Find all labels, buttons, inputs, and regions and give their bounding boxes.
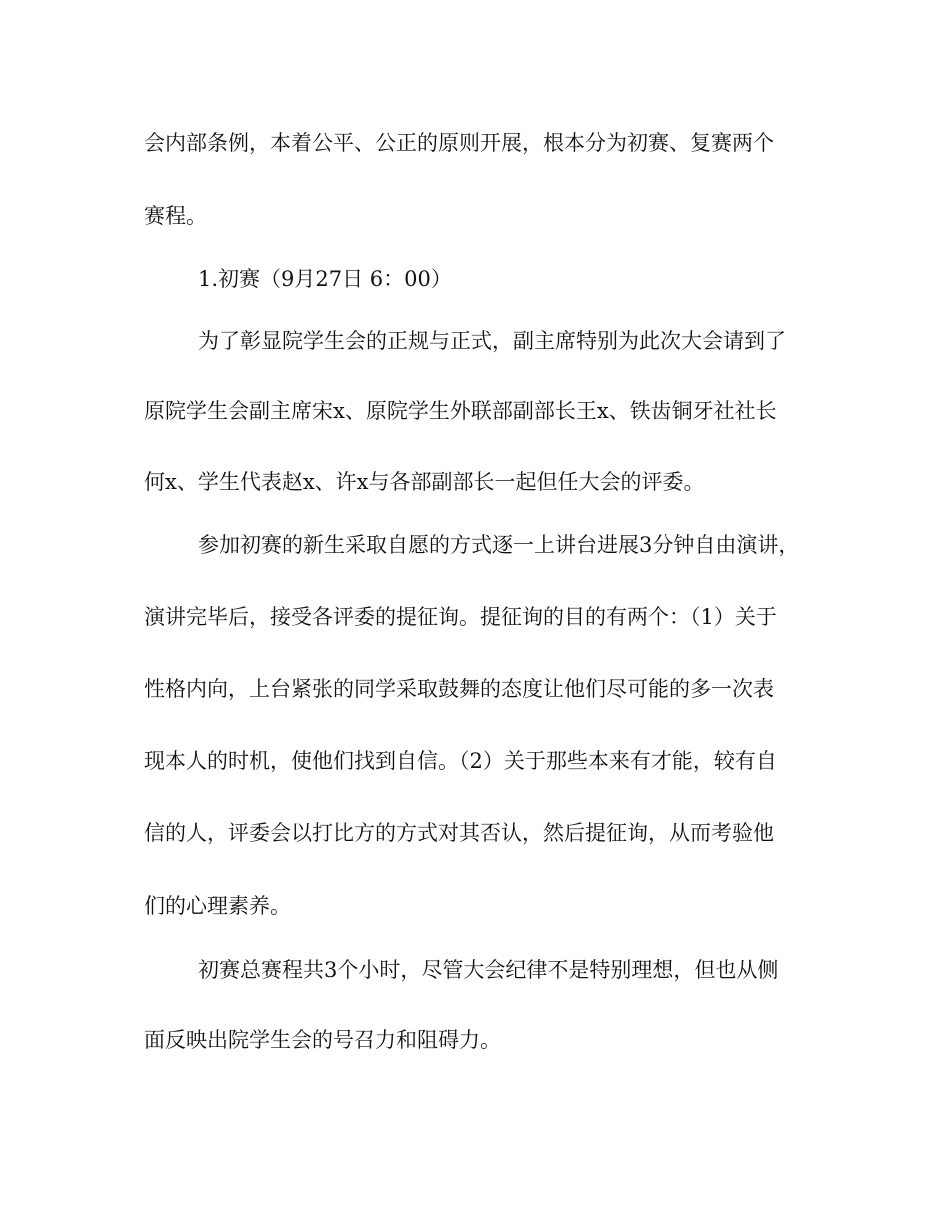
text-line: 会内部条例，本着公平、公正的原则开展，根本分为初赛、复赛两个 bbox=[144, 131, 774, 155]
text-line: 赛程。 bbox=[144, 204, 207, 228]
text-line: 信的人，评委会以打比方的方式对其否认，然后提征询，从而考验他 bbox=[144, 821, 774, 845]
text-line: 演讲完毕后，接受各评委的提征询。提征询的目的有两个：（1）关于 bbox=[144, 605, 777, 629]
text-line: 何x、学生代表赵x、许x与各部副部长一起但任大会的评委。 bbox=[144, 470, 705, 494]
text-line: 为了彰显院学生会的正规与正式，副主席特别为此次大会请到了 bbox=[198, 329, 786, 353]
section-heading: 1.初赛（9月27日 6：00） bbox=[198, 267, 452, 291]
text-line: 原院学生会副主席宋x、原院学生外联部副部长王x、铁齿铜牙社社长 bbox=[144, 399, 777, 423]
text-line: 性格内向，上台紧张的同学采取鼓舞的态度让他们尽可能的多一次表 bbox=[144, 677, 774, 701]
text-line: 们的心理素养。 bbox=[144, 894, 291, 918]
text-line: 初赛总赛程共3个小时，尽管大会纪律不是特别理想，但也从侧 bbox=[198, 958, 779, 982]
text-line: 参加初赛的新生采取自愿的方式逐一上讲台进展3分钟自由演讲， bbox=[198, 533, 800, 557]
text-line: 面反映出院学生会的号召力和阻碍力。 bbox=[144, 1028, 501, 1052]
text-line: 现本人的时机，使他们找到自信。（2）关于那些本来有才能，较有自 bbox=[144, 749, 777, 773]
